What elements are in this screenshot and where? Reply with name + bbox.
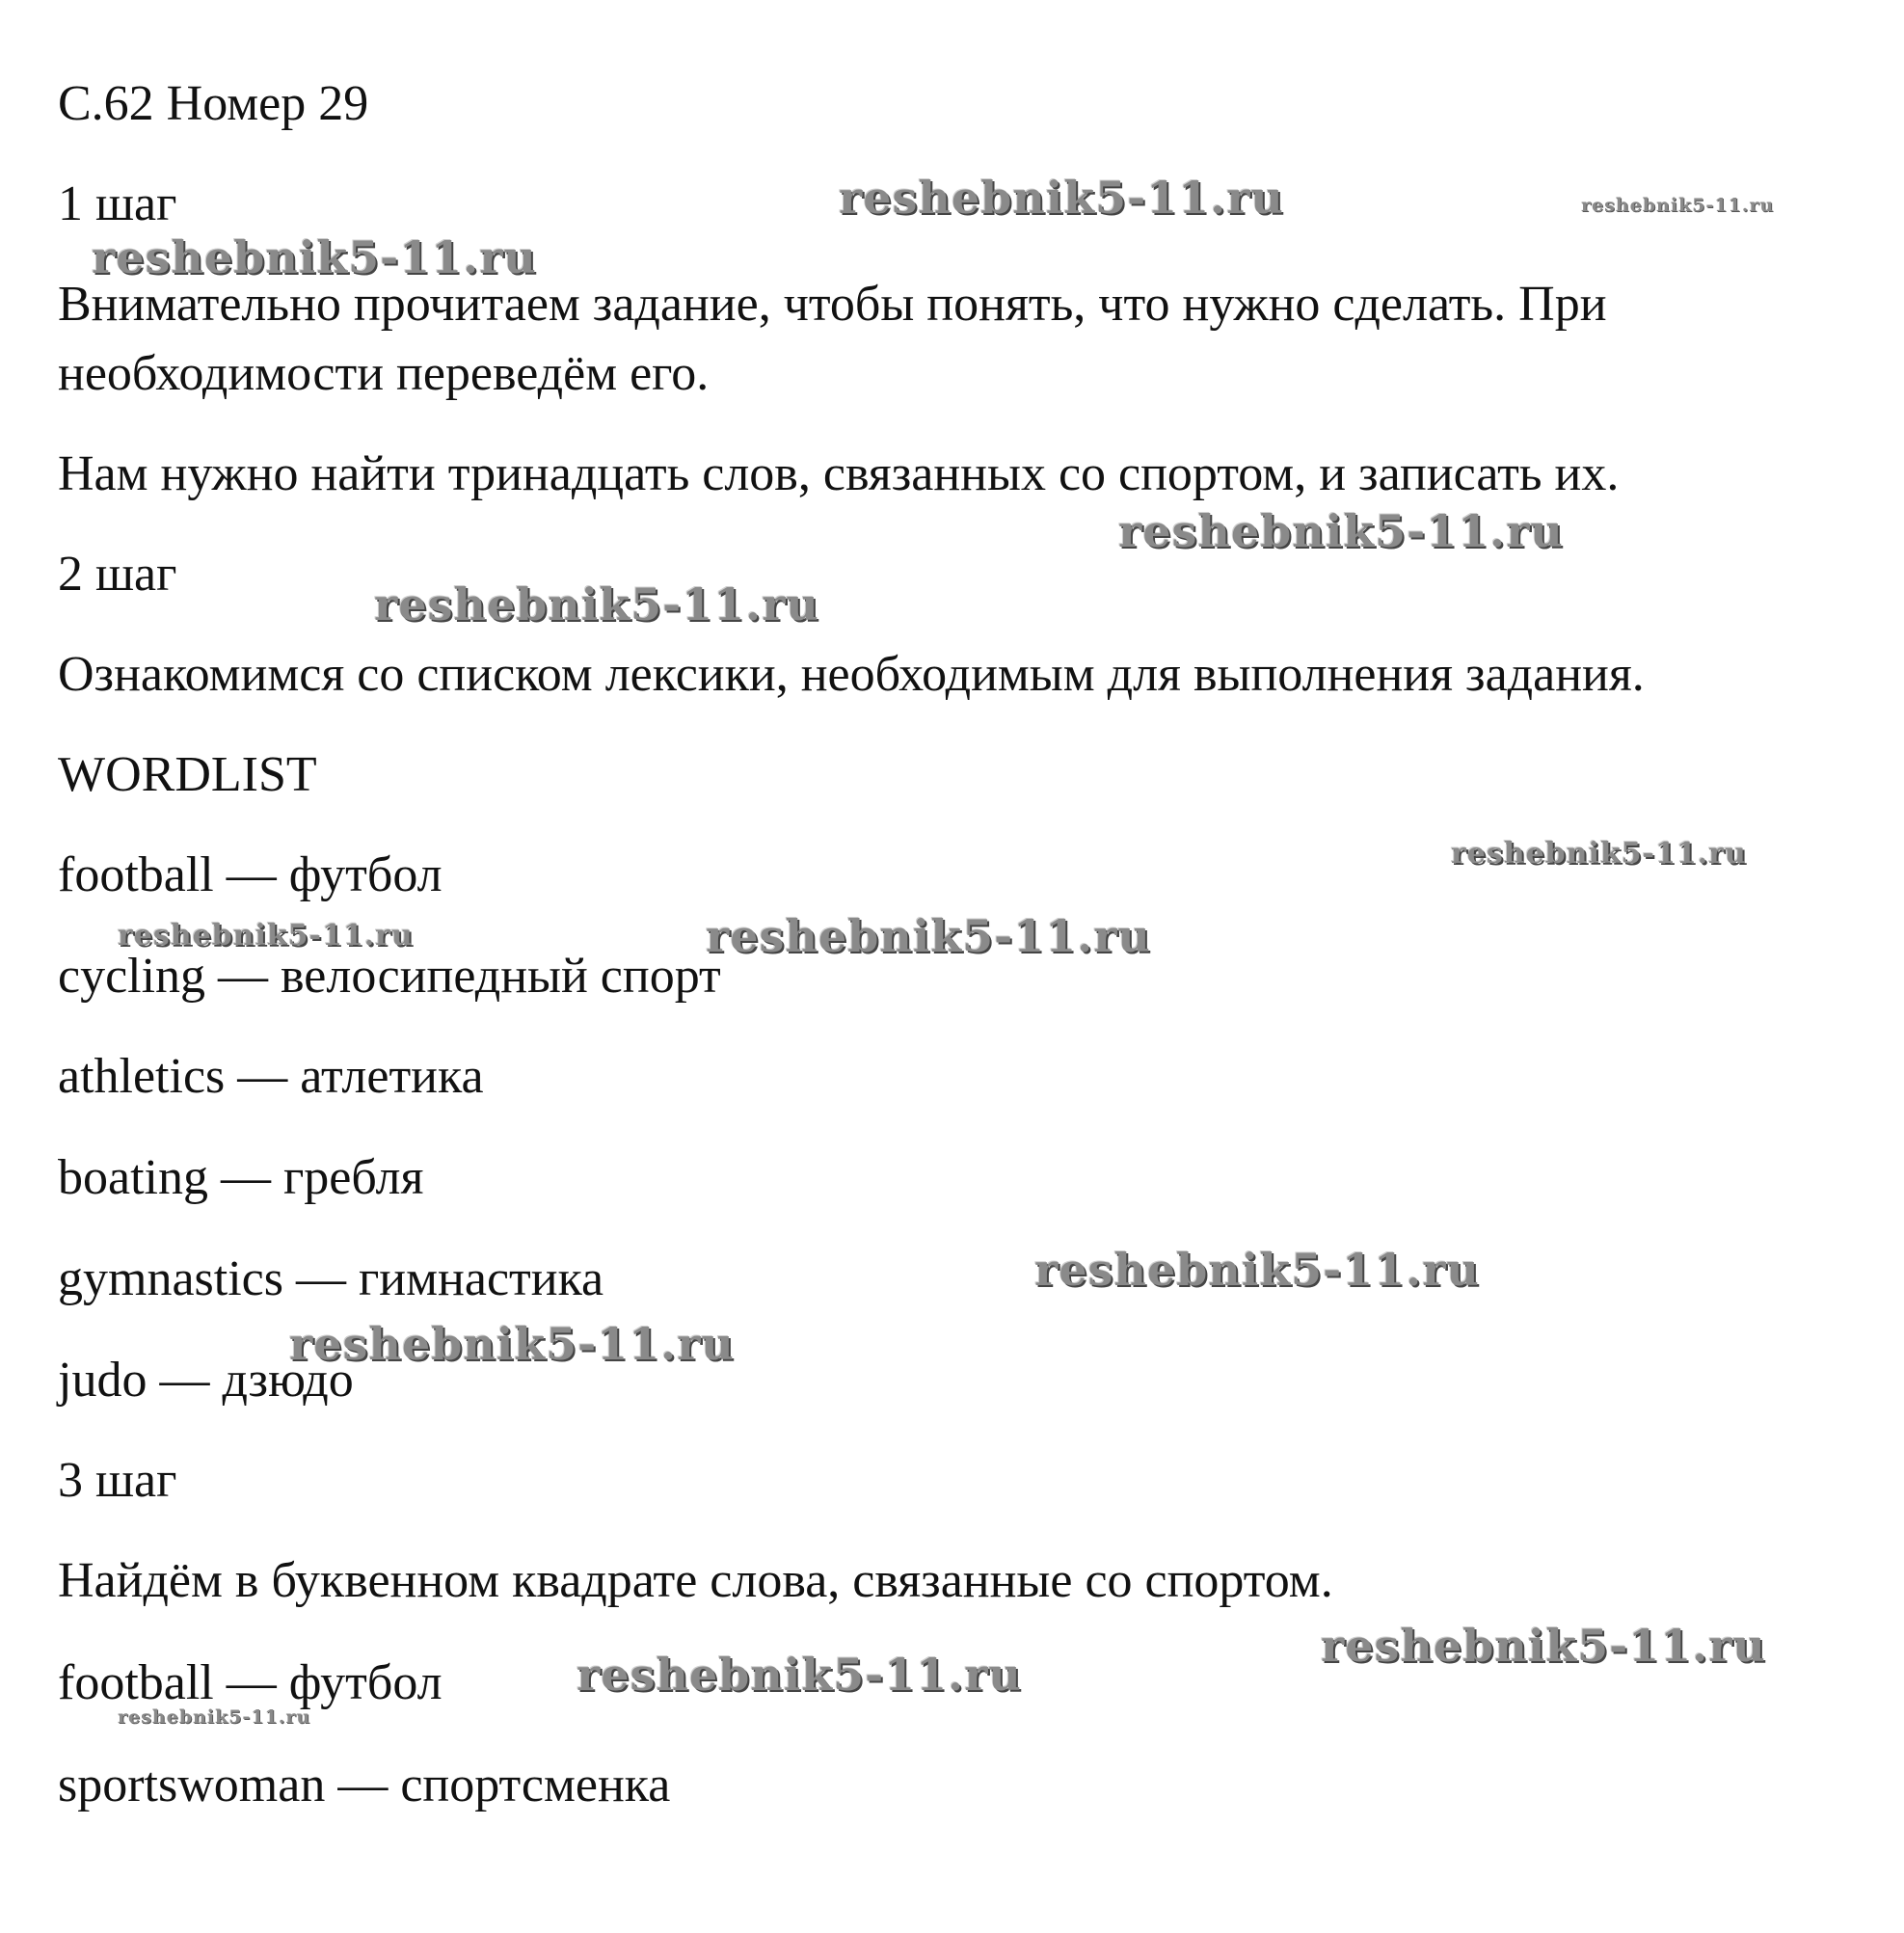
wordlist-heading: WORDLIST bbox=[58, 747, 317, 802]
wordlist-item: football — футбол bbox=[58, 847, 442, 902]
watermark: reshebnik5-11.ru bbox=[577, 1649, 1022, 1701]
wordlist-item: gymnastics — гимнастика bbox=[58, 1251, 604, 1306]
step-2-label: 2 шаг bbox=[58, 547, 177, 602]
wordlist-item: athletics — атлетика bbox=[58, 1049, 484, 1104]
watermark: reshebnik5-11.ru bbox=[1034, 1244, 1480, 1296]
step-3-text: Найдём в буквенном квадрате слова, связанные со спортом. bbox=[58, 1553, 1333, 1608]
wordlist-item: cycling — велосипедный спорт bbox=[58, 949, 721, 1004]
watermark: reshebnik5-11.ru bbox=[118, 919, 414, 953]
watermark: reshebnik5-11.ru bbox=[374, 578, 819, 631]
step-3-label: 3 шаг bbox=[58, 1453, 177, 1508]
watermark: reshebnik5-11.ru bbox=[1118, 505, 1564, 557]
watermark: reshebnik5-11.ru bbox=[118, 1706, 311, 1728]
watermark: reshebnik5-11.ru bbox=[839, 172, 1284, 224]
wordlist-item: boating — гребля bbox=[58, 1150, 424, 1205]
watermark: reshebnik5-11.ru bbox=[92, 231, 537, 283]
watermark: reshebnik5-11.ru bbox=[1451, 837, 1747, 871]
step-2-text: Ознакомимся со списком лексики, необходимым для выполнения задания. bbox=[58, 647, 1645, 702]
watermark: reshebnik5-11.ru bbox=[1321, 1620, 1766, 1672]
step-1-text-2: Нам нужно найти тринадцать слов, связанных со спортом, и записать их. bbox=[58, 446, 1620, 501]
wordlist-item: judo — дзюдо bbox=[58, 1353, 354, 1408]
step-1-text-line-2: необходимости переведём его. bbox=[58, 346, 710, 401]
step-1-text-line-1: Внимательно прочитаем задание, чтобы понять, что нужно сделать. При bbox=[58, 277, 1607, 332]
watermark: reshebnik5-11.ru bbox=[1581, 195, 1775, 216]
watermark: reshebnik5-11.ru bbox=[706, 910, 1151, 962]
step-1-label: 1 шаг bbox=[58, 176, 177, 231]
page-title: С.62 Номер 29 bbox=[58, 76, 369, 131]
answer-item: sportswoman — спортсменка bbox=[58, 1758, 671, 1812]
watermark: reshebnik5-11.ru bbox=[289, 1318, 735, 1370]
answer-item: football — футбол bbox=[58, 1655, 442, 1710]
